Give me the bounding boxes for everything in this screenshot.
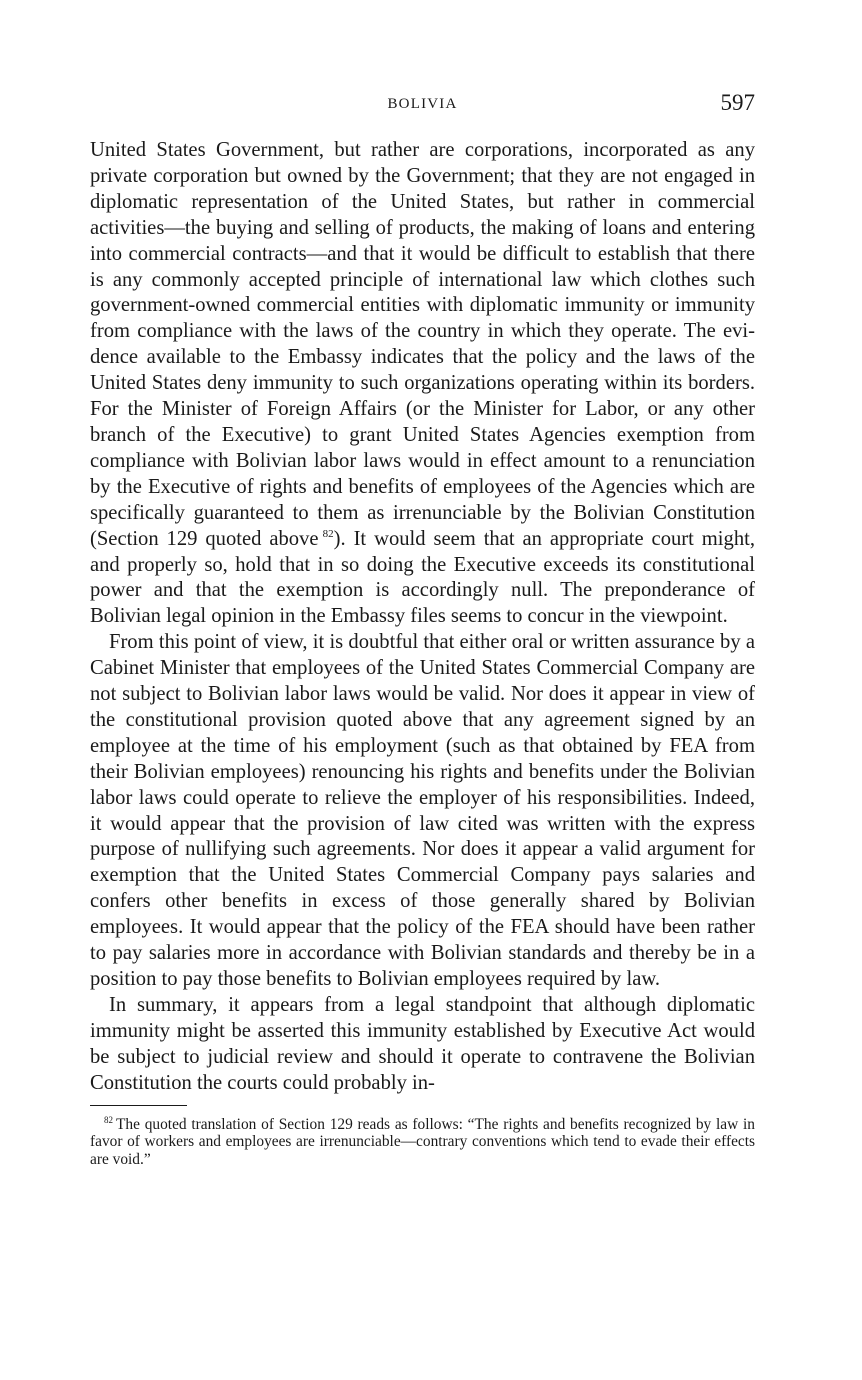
page-number: 597 bbox=[720, 90, 755, 115]
paragraph-text: United States Government, but rather are corporations, incorporated as any private corporation but owned by the Government; that they are not engaged in diplomatic representation of the United States, but rather in commercial activities—the buying and selling of products, the making of loans and entering into commercial contracts—and that it would be difficult to establish that there is any commonly accepted principle of international law which clothes such government-owned commercial entities with diplomatic immunity or immunity from compliance with the laws of the country in which they operate. The evidence available to the Embassy indicates that the policy and the laws of the United States deny immunity to such organizations operating within its borders. For the Minister of Foreign Affairs (or the Minister for Labor, or any other branch of the Executive) to grant United States Agencies exemption from compliance with Bolivian labor laws would in effect amount to a renunciation by the Executive of rights and benefits of employees of the Agencies which are specifically guaranteed to them as irrenunciable by the Bolivian Constitution (Section 129 quoted above bbox=[90, 139, 755, 550]
page-header bbox=[90, 90, 755, 124]
footnote-text: The quoted translation of Section 129 reads as follows: “The rights and benefits recognized by law in favor of workers and employees are irrenunciable—contrary conventions which tend to evade their effects are void.” bbox=[90, 1115, 755, 1168]
document-page bbox=[90, 90, 755, 1168]
footnote-reference[interactable]: 82 bbox=[322, 527, 334, 540]
running-head: BOLIVIA bbox=[387, 96, 458, 112]
paragraph-continuation bbox=[90, 138, 755, 630]
paragraph: From this point of view, it is doubtful that either oral or written assurance by a Cabinet Minister that employees of the United States Commercial Company are not subject to Bolivian labor laws would be valid. Nor does it appear in view of the constitutional provision quoted above that any agreement signed by an employee at the time of his employment (such as that obtained by FEA from their Bolivian employees) renouncing his rights and benefits under the Bolivian labor laws could operate to relieve the employer of his responsibilities. Indeed, it would appear that the provision of law cited was written with the express purpose of nullifying such agreements. Nor does it appear a valid argument for exemption that the United States Commercial Company pays salaries and confers other benefits in excess of those generally shared by Bolivian employees. It would appear that the policy of the FEA should have been rather to pay salaries more in accordance with Bolivian standards and thereby be in a position to pay those benefits to Bolivian employees required by law. bbox=[90, 631, 755, 990]
footnote bbox=[90, 1116, 755, 1169]
paragraph-text: ). It would seem that an appropriate court might, and properly so, hold that in so doing the Executive exceeds its constitutional power and that the exemption is accordingly null. The preponderance of Bolivian legal opinion in the Embassy files seems to concur in the viewpoint. bbox=[90, 527, 755, 628]
footnote-divider bbox=[90, 1105, 187, 1106]
paragraph: In summary, it appears from a legal standpoint that although diplomatic immunity might be asserted this immunity established by Executive Act would be subject to judicial review and should it operate to contravene the Bolivian Constitution the courts could probably in- bbox=[90, 993, 755, 1094]
footnote-marker: 82 bbox=[104, 1114, 113, 1125]
body-text bbox=[90, 138, 755, 1097]
